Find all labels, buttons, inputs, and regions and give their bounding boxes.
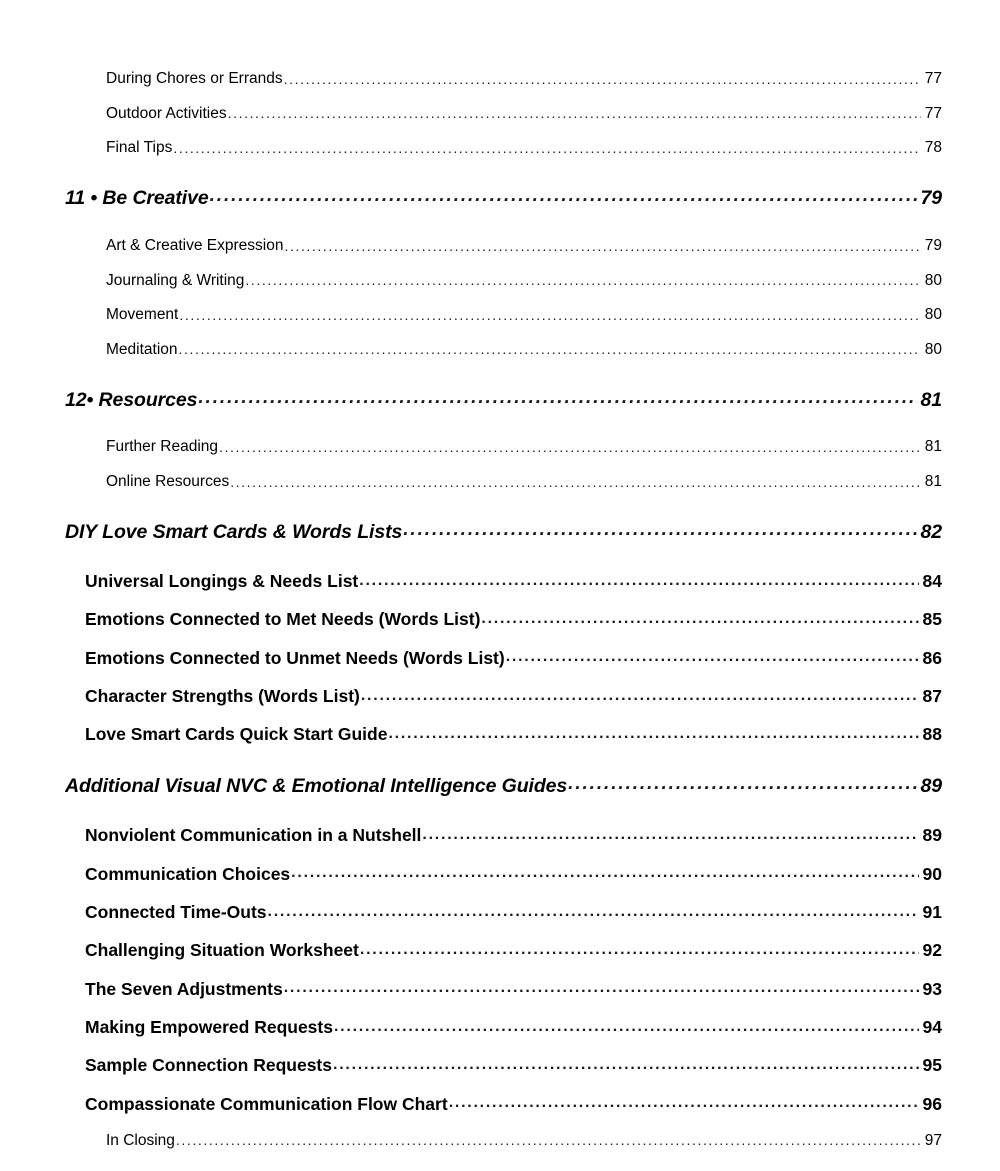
toc-entry-title: The Seven Adjustments [85, 978, 283, 999]
toc-page-number: 91 [922, 902, 942, 923]
toc-page-number: 92 [922, 940, 942, 961]
toc-entry[interactable] [0, 379, 1000, 421]
toc-entry[interactable] [0, 62, 1000, 97]
toc-dot-leader [422, 827, 918, 845]
toc-entry[interactable] [0, 430, 1000, 465]
toc-entry[interactable] [0, 766, 1000, 808]
toc-dot-leader [388, 726, 918, 744]
toc-dot-leader [403, 523, 916, 543]
toc-entry-title: Meditation [106, 340, 178, 358]
toc-entry[interactable] [0, 817, 1000, 855]
toc-entry-title: 11 • Be Creative [65, 187, 209, 210]
toc-dot-leader [173, 141, 920, 157]
toc-entry-title: Sample Connection Requests [85, 1055, 332, 1076]
toc-entry[interactable] [0, 677, 1000, 715]
toc-page-number: 80 [924, 271, 942, 289]
toc-entry-title: Additional Visual NVC & Emotional Intelligence Guides [65, 775, 568, 798]
toc-entry[interactable] [0, 970, 1000, 1008]
toc-page-number: 80 [924, 306, 942, 324]
toc-dot-leader [284, 980, 919, 998]
toc-page-number: 97 [924, 1131, 942, 1149]
toc-entry[interactable] [0, 1085, 1000, 1123]
toc-dot-leader [333, 1057, 919, 1075]
toc-entry-title: Making Empowered Requests [85, 1016, 333, 1037]
toc-entry-title: 12• Resources [65, 388, 198, 411]
toc-page-number: 78 [924, 139, 942, 157]
toc-dot-leader [359, 573, 918, 591]
toc-dot-leader [361, 688, 919, 706]
toc-entry[interactable] [0, 855, 1000, 893]
toc-dot-leader [179, 342, 921, 358]
toc-page-number: 82 [920, 520, 942, 543]
toc-entry-title: Communication Choices [85, 863, 291, 884]
toc-page-number: 81 [920, 388, 942, 411]
toc-page-number: 79 [920, 187, 942, 210]
toc-page-number: 77 [924, 104, 942, 122]
toc-entry-title: Character Strengths (Words List) [85, 685, 360, 706]
toc-entry-title: Connected Time-Outs [85, 902, 267, 923]
toc-entry[interactable] [0, 298, 1000, 333]
toc-dot-leader [449, 1095, 919, 1113]
toc-entry[interactable] [0, 97, 1000, 132]
toc-dot-leader [268, 904, 919, 922]
toc-dot-leader [245, 273, 920, 289]
toc-entry-title: Nonviolent Communication in a Nutshell [85, 825, 422, 846]
toc-entry-title: Movement [106, 306, 179, 324]
toc-page-number: 80 [924, 340, 942, 358]
toc-entry[interactable] [0, 511, 1000, 553]
toc-dot-leader [198, 390, 916, 410]
toc-entry-title: Emotions Connected to Met Needs (Words List) [85, 609, 481, 630]
toc-dot-leader [179, 308, 920, 324]
toc-page-number: 81 [924, 473, 942, 491]
toc-entry-title: Challenging Situation Worksheet [85, 940, 359, 961]
toc-page-number: 93 [922, 978, 942, 999]
toc-dot-leader [360, 942, 919, 960]
toc-page-number: 96 [922, 1093, 942, 1114]
toc-entry[interactable] [0, 562, 1000, 600]
toc-entry[interactable] [0, 601, 1000, 639]
toc-entry-title: In Closing [106, 1131, 175, 1149]
toc-page-number: 84 [922, 570, 942, 591]
toc-entry-title: Emotions Connected to Unmet Needs (Words List) [85, 647, 505, 668]
toc-entry[interactable] [0, 1008, 1000, 1046]
toc-dot-leader [230, 474, 921, 490]
toc-entry[interactable] [0, 639, 1000, 677]
toc-entry[interactable] [0, 131, 1000, 166]
toc-page-number: 85 [922, 609, 942, 630]
toc-entry-title: Art & Creative Expression [106, 237, 284, 255]
toc-entry-title: Love Smart Cards Quick Start Guide [85, 724, 388, 745]
toc-page-number: 90 [922, 863, 942, 884]
toc-page-number: 86 [922, 647, 942, 668]
toc-page-number: 94 [922, 1016, 942, 1037]
toc-dot-leader [228, 106, 921, 122]
toc-dot-leader [210, 189, 917, 209]
toc-dot-leader [506, 649, 919, 667]
toc-page-number: 77 [924, 70, 942, 88]
toc-dot-leader [284, 72, 921, 88]
toc-page-number: 87 [922, 685, 942, 706]
toc-entry[interactable] [0, 263, 1000, 298]
toc-entry-title: Further Reading [106, 438, 219, 456]
toc-entry[interactable] [0, 1047, 1000, 1085]
toc-entry[interactable] [0, 716, 1000, 754]
toc-page-number: 88 [922, 724, 942, 745]
toc-page-number: 89 [920, 775, 942, 798]
toc-page-number: 89 [922, 825, 942, 846]
toc-dot-leader [334, 1019, 919, 1037]
toc-entry-title: Online Resources [106, 473, 230, 491]
toc-entry[interactable] [0, 1123, 1000, 1158]
toc-page-number: 79 [924, 237, 942, 255]
toc-entry[interactable] [0, 229, 1000, 264]
toc-dot-leader [481, 611, 918, 629]
toc-entry[interactable] [0, 932, 1000, 970]
toc-entry-title: Final Tips [106, 139, 173, 157]
toc-dot-leader [291, 866, 918, 884]
toc-entry-title: Compassionate Communication Flow Chart [85, 1093, 448, 1114]
toc-entry[interactable] [0, 178, 1000, 220]
toc-page-number: 95 [922, 1055, 942, 1076]
toc-entry[interactable] [0, 893, 1000, 931]
toc-entry[interactable] [0, 333, 1000, 368]
toc-dot-leader [568, 777, 916, 797]
toc-dot-leader [176, 1133, 921, 1149]
toc-dot-leader [284, 238, 920, 254]
toc-entry[interactable] [0, 465, 1000, 500]
toc-entry-list [0, 62, 1000, 1158]
toc-dot-leader [219, 440, 921, 456]
toc-entry-title: DIY Love Smart Cards & Words Lists [65, 520, 403, 543]
toc-entry-title: Universal Longings & Needs List [85, 570, 359, 591]
toc-page-number: 81 [924, 438, 942, 456]
toc-entry-title: Outdoor Activities [106, 104, 227, 122]
toc-entry-title: During Chores or Errands [106, 70, 283, 88]
toc-entry-title: Journaling & Writing [106, 271, 245, 289]
